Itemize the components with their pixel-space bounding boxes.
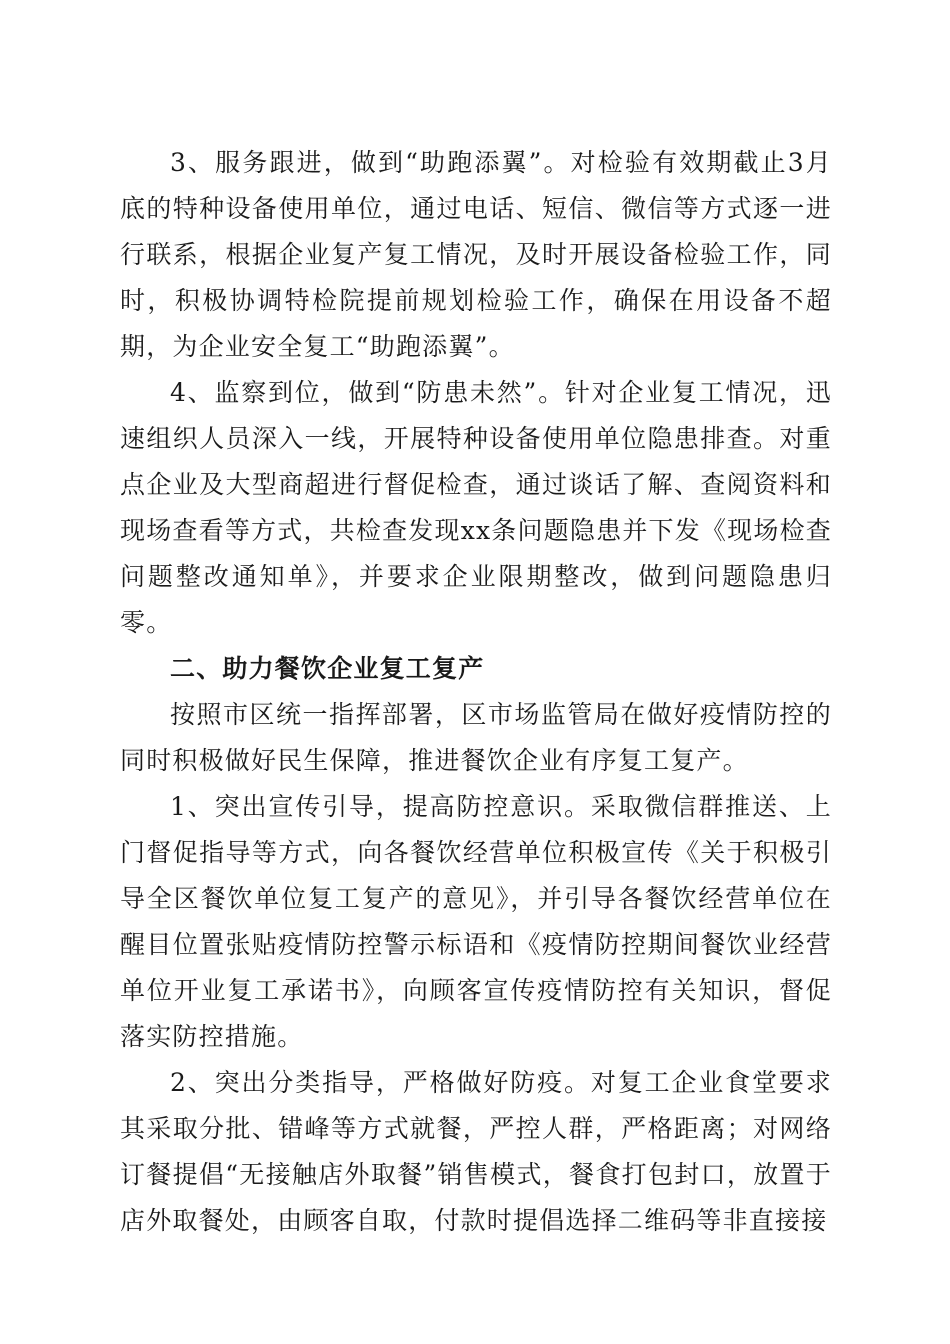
paragraph-service-follow-up: 3、服务跟进，做到“助跑添翼”。对检验有效期截止3月底的特种设备使用单位，通过电话、短信、微信等方式逐一进行联系，根据企业复产复工情况，及时开展设备检验工作，同时，积极协调特检院提前规划检验工作，确保在用设备不超期，为企业安全复工“助跑添翼”。	[120, 148, 832, 361]
paragraph-section-intro: 按照市区统一指挥部署，区市场监管局在做好疫情防控的同时积极做好民生保障，推进餐饮企业有序复工复产。	[120, 700, 832, 775]
paragraph-inspection-in-place: 4、监察到位，做到“防患未然”。针对企业复工情况，迅速组织人员深入一线，开展特种设备使用单位隐患排查。对重点企业及大型商超进行督促检查，通过谈话了解、查阅资料和现场查看等方式，共检查发现xx条问题隐患并下发《现场检查问题整改通知单》，并要求企业限期整改，做到问题隐患归零。	[120, 378, 832, 637]
document-body	[120, 140, 832, 1244]
paragraph-classified-guidance: 2、突出分类指导，严格做好防疫。对复工企业食堂要求其采取分批、错峰等方式就餐，严控人群，严格距离；对网络订餐提倡“无接触店外取餐”销售模式，餐食打包封口，放置于店外取餐处，由顾客自取，付款时提倡选择二维码等非直接接	[120, 1068, 832, 1235]
section-heading-catering: 二、助力餐饮企业复工复产	[170, 654, 485, 683]
paragraph-publicity-guidance: 1、突出宣传引导，提高防控意识。采取微信群推送、上门督促指导等方式，向各餐饮经营单位积极宣传《关于积极引导全区餐饮单位复工复产的意见》，并引导各餐饮经营单位在醒目位置张贴疫情防控警示标语和《疫情防控期间餐饮业经营单位开业复工承诺书》，向顾客宣传疫情防控有关知识，督促落实防控措施。	[120, 792, 832, 1051]
